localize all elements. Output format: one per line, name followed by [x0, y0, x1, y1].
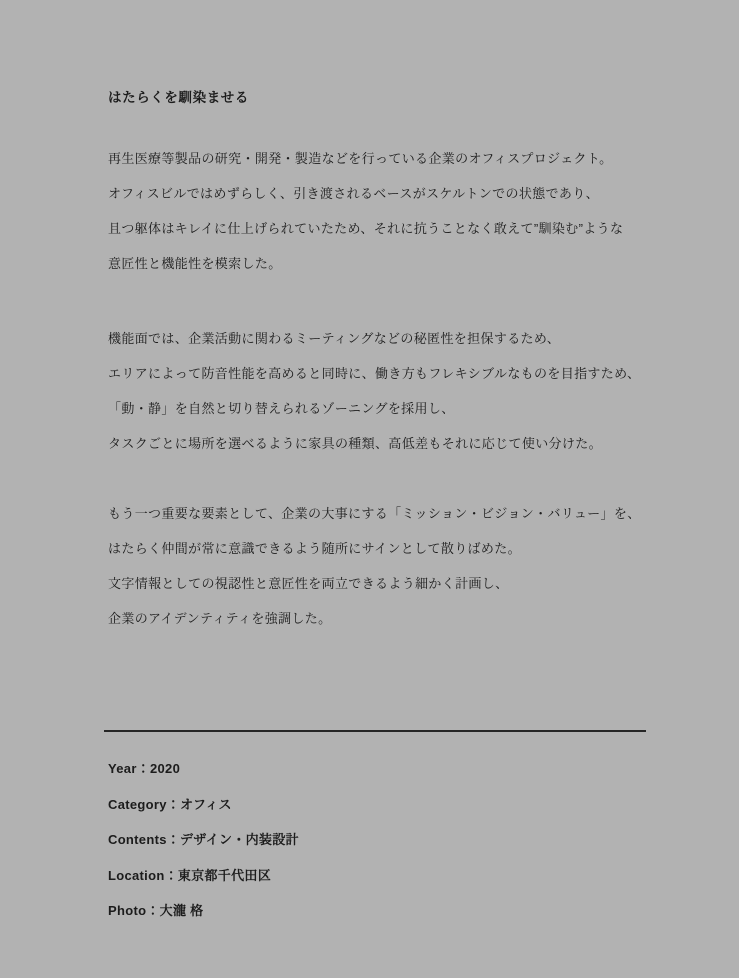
- detail-label: Location: [108, 867, 165, 883]
- detail-separator: ：: [166, 796, 181, 812]
- text-line: 再生医療等製品の研究・開発・製造などを行っている企業のオフィスプロジェクト。: [108, 151, 613, 166]
- detail-row-contents: [108, 822, 299, 858]
- detail-row-year: [108, 751, 299, 787]
- project-description-paragraph-3: [108, 496, 649, 636]
- text-line: エリアによって防音性能を高めると同時に、働き方もフレキシブルなものを目指すため、: [108, 366, 641, 381]
- detail-label: Category: [108, 796, 167, 812]
- detail-row-photo: [108, 893, 299, 929]
- detail-separator: ：: [146, 903, 160, 918]
- text-line: 且つ躯体はキレイに仕上げられていたため、それに抗うことなく敢えて”馴染む”ような: [108, 221, 624, 236]
- detail-label: Photo: [108, 903, 147, 918]
- detail-value: 2020: [150, 761, 181, 776]
- text-line: オフィスビルではめずらしく、引き渡されるベースがスケルトンでの状態であり、: [108, 186, 599, 201]
- detail-separator: ：: [166, 832, 181, 847]
- text-line: もう一つ重要な要素として、企業の大事にする「ミッション・ビジョン・バリュー」を、: [108, 506, 641, 521]
- detail-row-category: [108, 787, 299, 823]
- text-line: 意匠性と機能性を模索した。: [108, 256, 282, 271]
- divider-rule: [104, 730, 646, 732]
- detail-label: Contents: [108, 832, 167, 847]
- text-line: 機能面では、企業活動に関わるミーティングなどの秘匿性を担保するため、: [108, 331, 561, 346]
- detail-value: 大瀧 格: [159, 903, 204, 918]
- text-line: 「動・静」を自然と切り替えられるゾーニングを採用し、: [108, 401, 455, 416]
- detail-separator: ：: [136, 761, 150, 776]
- project-title: はたらくを馴染ませる: [108, 90, 249, 106]
- detail-value: デザイン・内装設計: [180, 832, 299, 847]
- detail-value: 東京都千代田区: [177, 867, 271, 883]
- detail-label: Year: [108, 761, 137, 776]
- text-line: はたらく仲間が常に意識できるよう随所にサインとして散りばめた。: [108, 541, 521, 556]
- text-line: タスクごとに場所を選べるように家具の種類、高低差もそれに応じて使い分けた。: [108, 436, 602, 451]
- project-description-paragraph-1: [108, 141, 649, 281]
- text-line: 文字情報としての視認性と意匠性を両立できるよう細かく計画し、: [108, 576, 509, 591]
- detail-row-location: [108, 858, 299, 894]
- text-line: 企業のアイデンティティを強調した。: [108, 611, 332, 626]
- detail-separator: ：: [164, 867, 178, 883]
- project-description-paragraph-2: [108, 321, 649, 461]
- detail-value: オフィス: [180, 796, 232, 812]
- project-details: [108, 751, 299, 929]
